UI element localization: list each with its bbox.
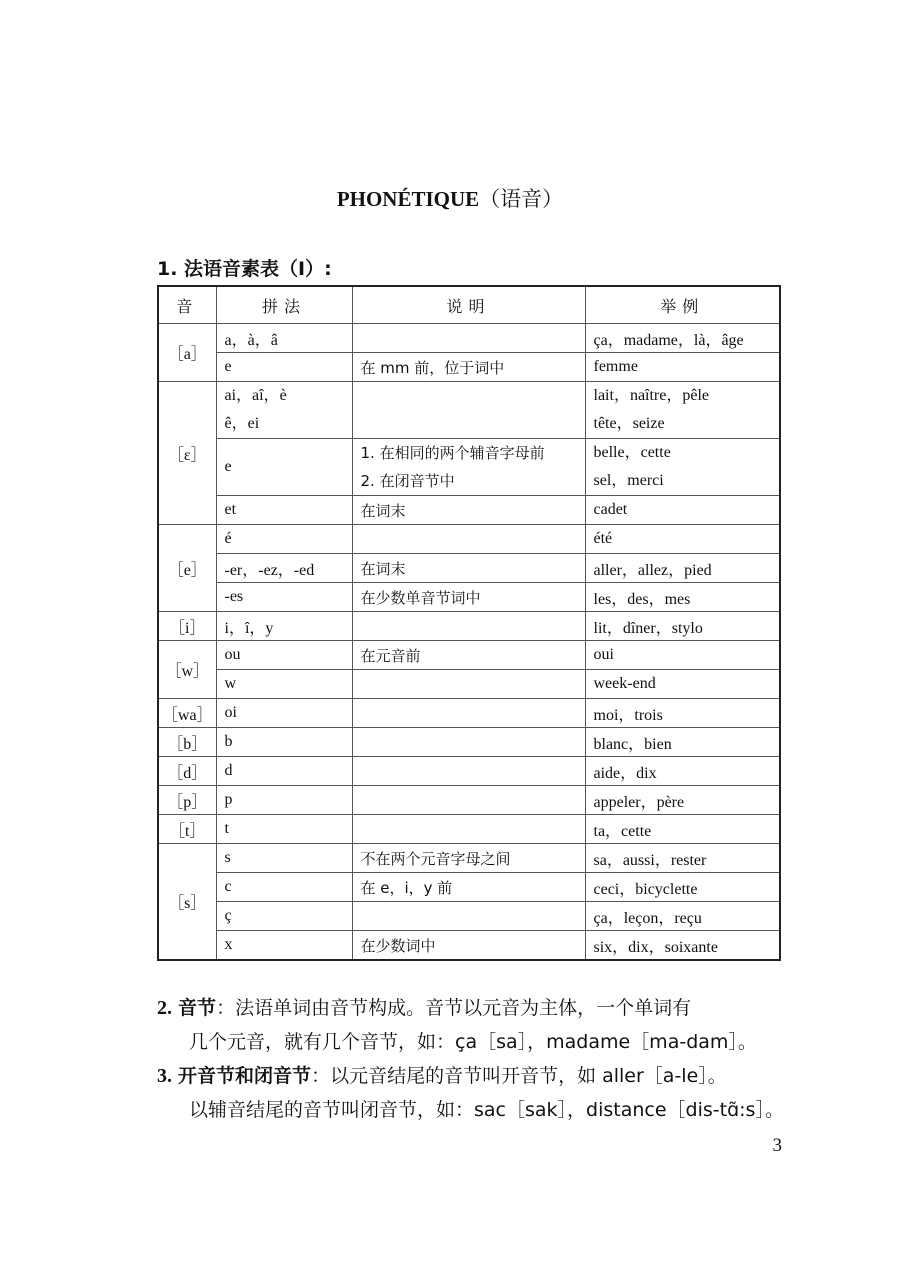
para3-text1: ：以元音结尾的音节叫开音节，如 aller［a-le］。 [311, 1065, 727, 1087]
phoneme-cell: ［e］ [158, 525, 216, 612]
table-header-row [158, 286, 780, 324]
table-row [158, 353, 780, 382]
table-row [158, 815, 780, 844]
phoneme-cell: ［a］ [158, 324, 216, 382]
phoneme-cell: ［b］ [158, 728, 216, 757]
spelling-cell: c [216, 873, 352, 902]
page-number: 3 [772, 1135, 782, 1156]
paragraph-syllable [157, 991, 807, 1059]
spelling-cell: s [216, 844, 352, 873]
note-cell [352, 670, 585, 699]
example-cell-line: tête，seize [593, 415, 665, 432]
section-heading: 1. 法语音素表（Ⅰ）: [157, 258, 332, 280]
header-phoneme: 音 [158, 286, 216, 324]
example-cell: moi，trois [585, 699, 780, 728]
example-cell-line: belle，cette [593, 444, 671, 461]
table-row [158, 670, 780, 699]
example-cell-line: lait，naître，pêle [593, 387, 710, 404]
note-cell: 在词末 [352, 554, 585, 583]
para2-text1: ：法语单词由音节构成。音节以元音为主体，一个单词有 [216, 997, 692, 1019]
table-row [158, 844, 780, 873]
example-cell: ta，cette [585, 815, 780, 844]
para3-number: 3. [157, 1065, 172, 1087]
table-row [158, 324, 780, 353]
spelling-cell: a，à，â [216, 324, 352, 353]
note-cell [352, 757, 585, 786]
note-cell [352, 612, 585, 641]
phoneme-cell: ［ɛ］ [158, 382, 216, 525]
note-cell: 在少数单音节词中 [352, 583, 585, 612]
example-cell: blanc，bien [585, 728, 780, 757]
phoneme-cell: ［wa］ [158, 699, 216, 728]
table-body [158, 324, 780, 961]
example-cell-line: sel，merci [593, 472, 664, 489]
header-note: 说明 [352, 286, 585, 324]
example-cell: cadet [585, 496, 780, 525]
para3-text2: 以辅音结尾的音节叫闭音节，如：sac［sak］，distance［dis-tɑ̃:s］。 [189, 1099, 784, 1121]
title-cn: （语音） [479, 187, 564, 211]
spelling-cell: -es [216, 583, 352, 612]
para3-line1 [157, 1059, 807, 1093]
note-cell: 在 e，i，y 前 [352, 873, 585, 902]
spelling-cell: ç [216, 902, 352, 931]
table-row [158, 728, 780, 757]
spelling-cell: é [216, 525, 352, 554]
phoneme-cell: ［d］ [158, 757, 216, 786]
table-row [158, 931, 780, 961]
note-cell [352, 439, 585, 496]
spelling-cell: i，î，y [216, 612, 352, 641]
table-row [158, 902, 780, 931]
para2-text2: 几个元音，就有几个音节，如：ça［sa］，madame［ma-dam］。 [189, 1031, 757, 1053]
spelling-cell: t [216, 815, 352, 844]
spelling-cell: -er，-ez，-ed [216, 554, 352, 583]
note-cell [352, 324, 585, 353]
table-row [158, 439, 780, 496]
spelling-cell: et [216, 496, 352, 525]
phoneme-cell: ［p］ [158, 786, 216, 815]
table-row [158, 496, 780, 525]
example-cell: week-end [585, 670, 780, 699]
example-cell: ça，madame，là，âge [585, 324, 780, 353]
note-cell [352, 786, 585, 815]
title-main: PHONÉTIQUE [336, 187, 480, 211]
note-cell: 在元音前 [352, 641, 585, 670]
spelling-cell: ou [216, 641, 352, 670]
note-cell: 不在两个元音字母之间 [352, 844, 585, 873]
para2-keyword: 音节 [178, 997, 217, 1019]
example-cell: ceci，bicyclette [585, 873, 780, 902]
header-example: 举例 [585, 286, 780, 324]
note-cell [352, 525, 585, 554]
note-cell [352, 815, 585, 844]
table-row [158, 786, 780, 815]
phoneme-cell: ［s］ [158, 844, 216, 961]
table-row [158, 525, 780, 554]
example-cell: six，dix，soixante [585, 931, 780, 961]
phoneme-cell: ［i］ [158, 612, 216, 641]
paragraph-open-closed-syllable [157, 1059, 807, 1127]
note-cell [352, 382, 585, 439]
example-cell: les，des，mes [585, 583, 780, 612]
example-cell: lit，dîner，stylo [585, 612, 780, 641]
table-row [158, 612, 780, 641]
table-row [158, 873, 780, 902]
note-cell-line: 2. 在闭音节中 [360, 472, 455, 490]
example-cell: oui [585, 641, 780, 670]
table-row [158, 583, 780, 612]
header-spelling: 拼法 [216, 286, 352, 324]
spelling-cell: p [216, 786, 352, 815]
example-cell: aller，allez，pied [585, 554, 780, 583]
table-row [158, 757, 780, 786]
table-row [158, 554, 780, 583]
phoneme-cell: ［t］ [158, 815, 216, 844]
note-cell [352, 902, 585, 931]
spelling-cell: e [216, 353, 352, 382]
example-cell: sa，aussi，rester [585, 844, 780, 873]
note-cell: 在词末 [352, 496, 585, 525]
page-title [0, 183, 900, 213]
spelling-cell: oi [216, 699, 352, 728]
para2-line1 [157, 991, 807, 1025]
example-cell: ça，leçon，reçu [585, 902, 780, 931]
example-cell: aide，dix [585, 757, 780, 786]
para2-number: 2. [157, 997, 172, 1019]
example-cell [585, 382, 780, 439]
example-cell [585, 439, 780, 496]
spelling-cell: x [216, 931, 352, 961]
note-cell-line: 1. 在相同的两个辅音字母前 [360, 444, 545, 462]
note-cell [352, 699, 585, 728]
note-cell: 在少数词中 [352, 931, 585, 961]
spelling-cell-line: ê，ei [224, 415, 260, 432]
para3-keyword: 开音节和闭音节 [178, 1065, 312, 1087]
spelling-cell [216, 382, 352, 439]
note-cell: 在 mm 前，位于词中 [352, 353, 585, 382]
spelling-cell: d [216, 757, 352, 786]
example-cell: appeler，père [585, 786, 780, 815]
phoneme-cell: ［w］ [158, 641, 216, 699]
phoneme-table [157, 285, 781, 961]
spelling-cell: w [216, 670, 352, 699]
table-row [158, 641, 780, 670]
table-row [158, 699, 780, 728]
note-cell [352, 728, 585, 757]
table-row [158, 382, 780, 439]
example-cell: été [585, 525, 780, 554]
spelling-cell-line: ai，aî，è [224, 387, 287, 404]
spelling-cell: e [216, 439, 352, 496]
spelling-cell: b [216, 728, 352, 757]
example-cell: femme [585, 353, 780, 382]
